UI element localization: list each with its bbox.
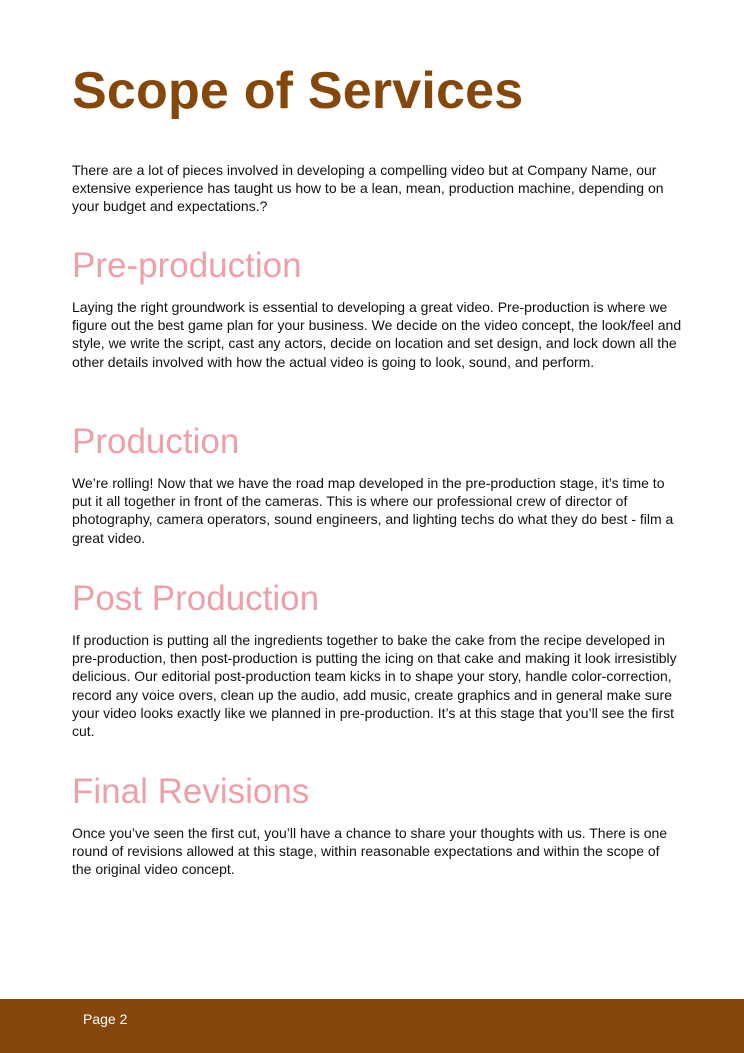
section-post-production [72, 577, 682, 740]
section-heading: Production [72, 422, 240, 461]
page-title: Scope of Services [72, 62, 524, 120]
section-production [72, 420, 682, 547]
section-body: If production is putting all the ingredients together to bake the cake from the recipe developed in pre-production, then post-production is putting the icing on that cake and making it look irresistibly delicious. Our editorial post-production team kicks in to shape your story, handle color-correction, record any voice overs, clean up the audio, add music, create graphics and in general make sure your video looks exactly like we planned in pre-production. It’s at this stage that you’ll see the first cut. [72, 632, 677, 740]
section-body: Laying the right groundwork is essential to developing a great video. Pre-production is where we figure out the best game plan for your business. We decide on the video concept, the look/feel and style, we write the script, cast any actors, decide on location and set design, and lock down all the other details involved with how the actual video is going to look, sound, and perform. [72, 299, 682, 370]
section-heading: Post Production [72, 579, 320, 618]
section-heading: Final Revisions [72, 772, 310, 811]
section-body: Once you’ve seen the first cut, you’ll have a chance to share your thoughts with us. There is one round of revisions allowed at this stage, within reasonable expectations and within the scope of the original video concept. [72, 825, 668, 878]
section-body: We’re rolling! Now that we have the road map developed in the pre-production stage, it’s time to put it all together in front of the cameras. This is where our professional crew of director of photography, camera operators, sound engineers, and lighting techs do what they do best - film a great video. [72, 475, 674, 546]
intro-paragraph: There are a lot of pieces involved in developing a compelling video but at Company Name, our extensive experience has taught us how to be a lean, mean, production machine, depending on your budget and expectations.? [72, 162, 664, 215]
page-number: Page 2 [83, 1011, 128, 1027]
section-pre-production [72, 244, 682, 371]
section-heading: Pre-production [72, 246, 302, 285]
section-final-revisions [72, 770, 682, 879]
footer-bar [0, 999, 744, 1053]
